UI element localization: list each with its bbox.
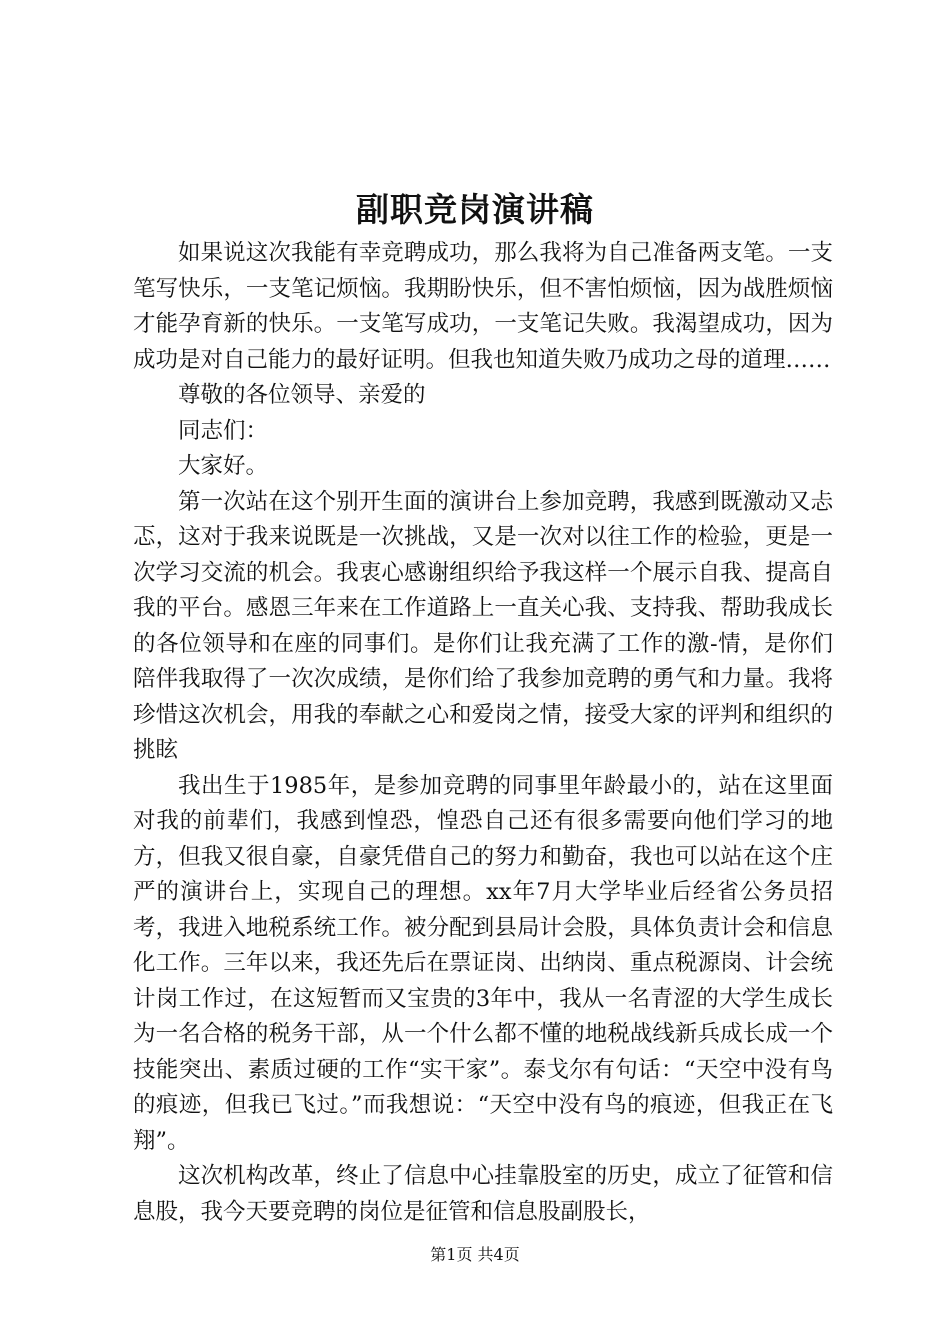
- paragraph-background: 我出生于1985年，是参加竞聘的同事里年龄最小的，站在这里面对我的前辈们，我感到惶恐，惶恐自己还有很多需要向他们学习的地方，但我又很自豪，自豪凭借自己的努力和勤奋，我也可以站在这个庄严的演讲台上，实现自己的理想。xx年7月大学毕业后经省公务员招考，我进入地税系统工作。被分配到县局计会股，具体负责计会和信息化工作。三年以来，我还先后在票证岗、出纳岗、重点税源岗、计会统计岗工作过，在这短暂而又宝贵的3年中，我从一名青涩的大学生成长为一名合格的税务干部，从一个什么都不懂的地税战线新兵成长成一个技能突出、素质过硬的工作“实干家”。泰戈尔有句话：“天空中没有鸟的痕迹，但我已飞过。”而我想说：“天空中没有鸟的痕迹，但我正在飞翔”。: [133, 772, 833, 1154]
- document-body: [133, 236, 833, 1230]
- paragraph-salutation-continued: 同志们：: [178, 417, 269, 444]
- page-number-footer: 第1页 共4页: [430, 1245, 520, 1264]
- paragraph-opening: 如果说这次我能有幸竞聘成功，那么我将为自己准备两支笔。一支笔写快乐，一支笔记烦恼。我期盼快乐，但不害怕烦恼，因为战胜烦恼才能孕育新的快乐。一支笔写成功，一支笔记失败。我渴望成功，因为成功是对自己能力的最好证明。但我也知道失败乃成功之母的道理……: [133, 240, 833, 373]
- document-title: 副职竞岗演讲稿: [356, 190, 594, 229]
- paragraph-greeting: 大家好。: [178, 453, 269, 479]
- paragraph-thanks: 第一次站在这个别开生面的演讲台上参加竞聘，我感到既激动又忐忑，这对于我来说既是一次挑战，又是一次对以往工作的检验，更是一次学习交流的机会。我衷心感谢组织给予我这样一个展示自我、提高自我的平台。感恩三年来在工作道路上一直关心我、支持我、帮助我成长的各位领导和在座的同事们。是你们让我充满了工作的激-情，是你们陪伴我取得了一次次成绩，是你们给了我参加竞聘的勇气和力量。我将珍惜这次机会，用我的奉献之心和爱岗之情，接受大家的评判和组织的挑眩: [133, 488, 833, 763]
- paragraph-salutation: 尊敬的各位领导、亲爱的: [178, 382, 426, 408]
- paragraph-position: 这次机构改革，终止了信息中心挂靠股室的历史，成立了征管和信息股，我今天要竞聘的岗位是征管和信息股副股长，: [133, 1163, 833, 1225]
